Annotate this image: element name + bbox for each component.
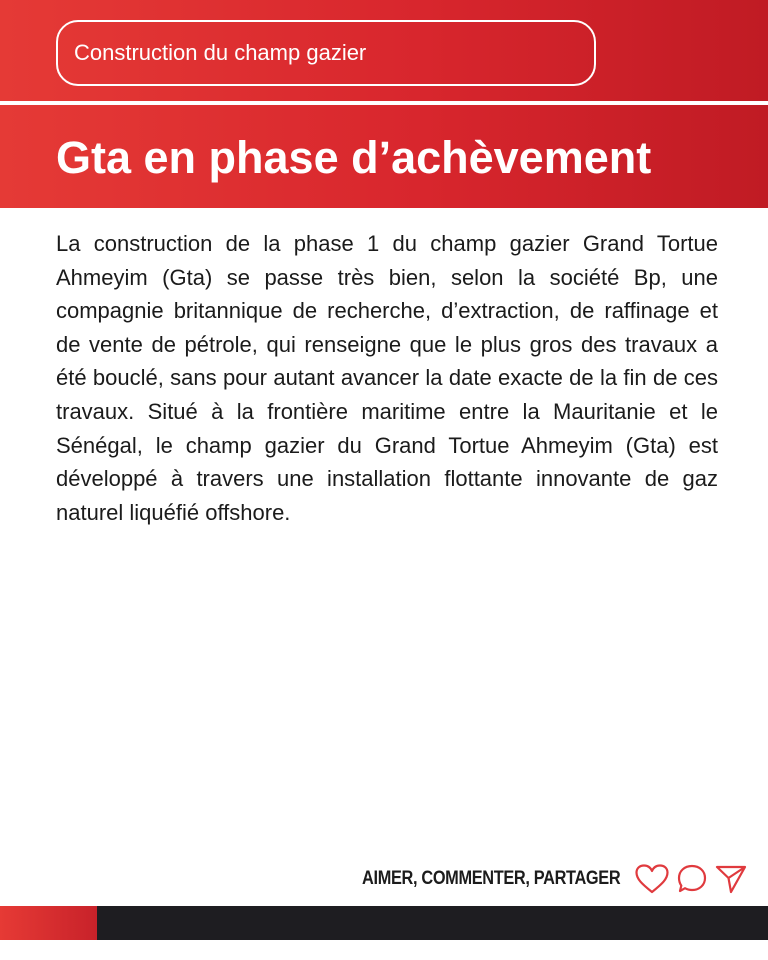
- heart-icon[interactable]: [634, 863, 670, 895]
- page-title: Gta en phase d’achèvement: [56, 132, 652, 183]
- send-icon[interactable]: [714, 863, 748, 895]
- share-cta-label: AIMER, COMMENTER, PARTAGER: [361, 868, 620, 889]
- category-tag: [56, 20, 596, 86]
- footer-accent: [0, 906, 97, 940]
- share-row: [320, 859, 748, 899]
- article-body: La construction de la phase 1 du champ gazier Grand Tortue Ahmeyim (Gta) se passe très bien, selon la société Bp, une compagnie britannique de recherche, d’extraction, de raffinage et de vente de pétrole, qui renseigne que le plus gros des travaux a été bouclé, sans pour autant avancer la date exacte de la fin de ces travaux. Situé à la frontière maritime entre la Mauritanie et le Sénégal, le champ gazier du Grand Tortue Ahmeyim (Gta) est développé à travers une installation flottante innovante de gaz naturel liquéfié offshore.: [56, 231, 718, 525]
- category-label: Construction du champ gazier: [74, 40, 367, 65]
- header-divider: [0, 101, 768, 105]
- footer-bar: [0, 906, 768, 940]
- comment-icon[interactable]: [676, 863, 708, 895]
